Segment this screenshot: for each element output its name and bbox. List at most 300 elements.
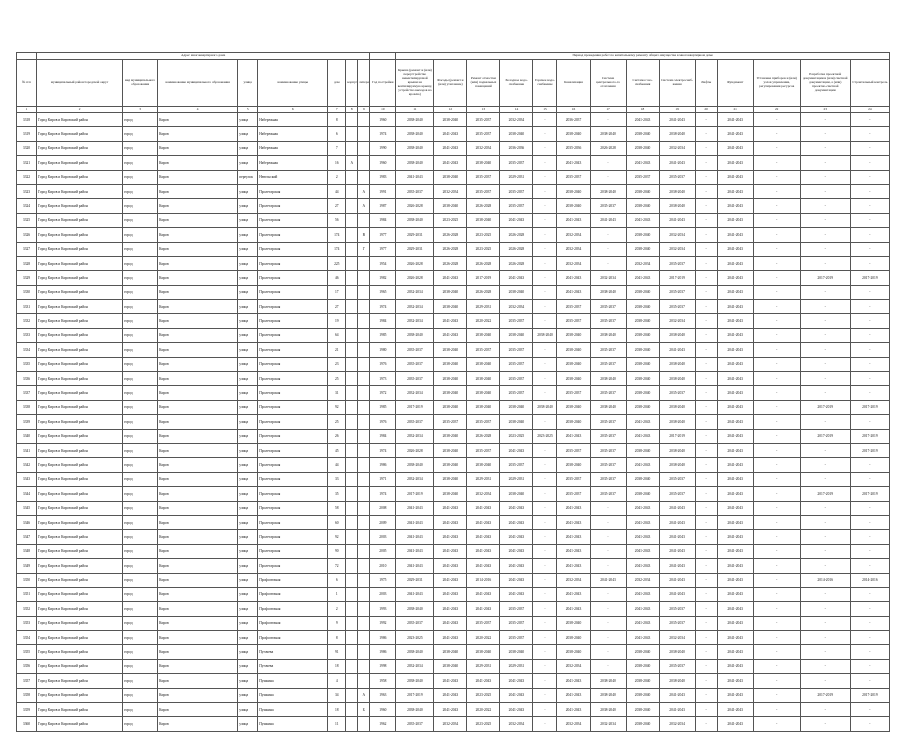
table-cell: 2041-2043 [717,501,753,515]
table-cell: улица [238,415,258,429]
table-cell: 3331 [17,300,37,314]
table-cell: Пролетарская [258,343,328,357]
table-cell: 2041-2043 [717,400,753,414]
table-cell: 3359 [17,703,37,717]
table-cell: город [123,573,158,587]
table-row [17,156,890,170]
table-cell: 2038-2040 [434,386,467,400]
table-cell: - [753,242,800,256]
table-cell: - [753,300,800,314]
table-cell: 2038-2040 [396,458,434,472]
table-cell: 2038-2040 [467,372,500,386]
table-cell: 2038-2040 [396,703,434,717]
table-row [17,415,890,429]
table-cell: Пролетарская [258,357,328,371]
column-index-cell: 23 [800,107,850,113]
table-cell [358,487,370,501]
table-cell: - [590,515,626,529]
table-cell [346,415,358,429]
table-cell: 2038-2040 [659,458,695,472]
table-cell: улица [238,271,258,285]
table-row [17,616,890,630]
table-cell: 35 [328,487,346,501]
table-cell: 1987 [370,199,396,213]
table-cell: 3360 [17,717,37,731]
table-cell: 2023-2025 [467,688,500,702]
table-cell: 2035-2037 [590,386,626,400]
table-cell: - [753,458,800,472]
table-cell [346,113,358,127]
table-cell: 2038-2040 [590,285,626,299]
table-cell [358,300,370,314]
table-cell: 2038-2040 [626,184,659,198]
table-cell: 2041-2043 [467,674,500,688]
table-cell: 2005 [370,544,396,558]
table-cell: Город Киров и Кировский район [37,703,123,717]
table-cell: 2026-2028 [500,242,533,256]
column-header: дом [328,60,346,107]
table-cell: 2041-2043 [717,515,753,529]
table-cell: 2041-2043 [626,213,659,227]
table-cell: 1971 [370,472,396,486]
table-cell: 2029-2031 [396,228,434,242]
table-cell: - [533,343,557,357]
table-cell: 2041-2043 [717,487,753,501]
table-row [17,501,890,515]
table-cell: 2035-2037 [500,156,533,170]
table-cell: 2041-2043 [434,501,467,515]
table-cell: город [123,472,158,486]
table-cell: - [695,645,717,659]
table-cell [346,199,358,213]
table-cell: 2035-2037 [557,443,590,457]
column-index-cell: 3 [123,107,158,113]
table-cell: улица [238,472,258,486]
table-cell: 2038-2040 [626,141,659,155]
table-cell: 3319 [17,127,37,141]
table-cell: 2041-2043 [717,458,753,472]
table-cell: 2041-2043 [717,156,753,170]
table-cell: город [123,400,158,414]
table-cell: Город Киров и Кировский район [37,587,123,601]
table-cell: город [123,357,158,371]
table-cell: Пролетарская [258,501,328,515]
table-cell: 2035-2037 [590,357,626,371]
table-cell: 3354 [17,631,37,645]
table-cell: - [753,717,800,731]
table-cell: 2038-2040 [434,458,467,472]
table-cell: - [753,357,800,371]
column-header: Разработка проектной документации и (или) сметной документации, а (или) проектно-сметной документации [800,60,850,107]
table-row [17,674,890,688]
table-cell: 2035-2037 [467,184,500,198]
table-cell: Невельский [258,170,328,184]
table-row [17,573,890,587]
table-cell: 2032-2034 [396,386,434,400]
table-cell: 2017-2019 [850,429,889,443]
table-cell: 2041-2043 [626,271,659,285]
table-cell: 91 [328,645,346,659]
table-cell: 2023-2025 [396,631,434,645]
table-cell: Пролетарская [258,285,328,299]
table-cell: 2035-2037 [590,443,626,457]
table-cell: 2038-2040 [590,184,626,198]
table-cell: 2035-2037 [500,357,533,371]
table-cell [346,285,358,299]
table-cell: 2035-2037 [590,300,626,314]
table-cell: - [695,213,717,227]
table-cell: 2041-2043 [557,602,590,616]
table-cell: Город Киров и Кировский район [37,472,123,486]
table-cell: 2035-2037 [557,487,590,501]
table-cell: 2035-2037 [590,314,626,328]
table-cell: Киров [158,213,238,227]
table-cell: Город Киров и Кировский район [37,314,123,328]
table-cell: 2041-2043 [659,573,695,587]
table-cell: Город Киров и Кировский район [37,372,123,386]
table-cell: 2038-2040 [557,343,590,357]
table-cell: Киров [158,386,238,400]
table-cell: 2038-2040 [626,487,659,501]
table-cell: 2032-2034 [659,314,695,328]
table-cell: - [850,717,889,731]
table-cell: - [850,372,889,386]
table-cell [358,141,370,155]
table-cell: - [753,228,800,242]
table-cell: 1986 [370,645,396,659]
column-header: муниципальный район/городской округ [37,60,123,107]
table-cell [346,472,358,486]
table-cell [358,400,370,414]
table-cell: 2032-2034 [659,228,695,242]
table-cell: 2035-2037 [590,458,626,472]
table-cell: 2035-2037 [467,443,500,457]
column-header: Система газо-снабжения [626,60,659,107]
table-cell: - [590,256,626,270]
table-cell: - [850,256,889,270]
table-cell: 2029-2031 [396,573,434,587]
table-cell: город [123,372,158,386]
table-cell: - [753,314,800,328]
table-cell: - [533,515,557,529]
table-cell: 2041-2043 [434,587,467,601]
table-cell: - [533,616,557,630]
table-cell [346,544,358,558]
table-cell: - [850,300,889,314]
table-cell: город [123,184,158,198]
table-cell: 2035-2037 [500,386,533,400]
table-cell: 3320 [17,141,37,155]
table-cell: 2032-2034 [396,659,434,673]
table-cell: 3337 [17,386,37,400]
table-row [17,559,890,573]
table-cell: город [123,688,158,702]
table-cell: 2035-2037 [500,372,533,386]
table-cell: 2041-2043 [396,530,434,544]
table-cell: 1977 [370,242,396,256]
table-cell [358,515,370,529]
table-cell: 2038-2040 [626,386,659,400]
table-cell: город [123,271,158,285]
table-cell: улица [238,659,258,673]
table-cell: - [800,156,850,170]
table-cell: 2 [328,602,346,616]
table-cell: - [850,631,889,645]
table-cell: улица [238,616,258,630]
table-cell: 2041-2043 [396,170,434,184]
table-cell: - [753,328,800,342]
table-cell: 2041-2043 [717,602,753,616]
table-cell: - [800,213,850,227]
table-cell: - [850,415,889,429]
table-cell: 2041-2043 [717,703,753,717]
table-cell: Пролетарская [258,242,328,256]
table-cell: - [850,602,889,616]
table-cell: - [695,703,717,717]
table-cell: Город Киров и Кировский район [37,328,123,342]
table-cell: 2032-2034 [396,300,434,314]
table-cell: 2032-2034 [396,429,434,443]
table-cell: 2023-2025 [467,242,500,256]
table-cell: - [850,659,889,673]
table-cell: Пролетарская [258,386,328,400]
table-cell: - [850,587,889,601]
table-cell: улица [238,328,258,342]
table-cell: улица [238,573,258,587]
table-cell: - [850,328,889,342]
table-row [17,429,890,443]
table-cell: Пролетарская [258,458,328,472]
table-cell: 2035-2037 [396,616,434,630]
table-cell: 3344 [17,487,37,501]
table-cell: 2041-2043 [500,443,533,457]
table-cell: город [123,386,158,400]
table-cell: город [123,228,158,242]
table-cell: - [753,415,800,429]
table-cell [346,328,358,342]
table-cell: - [753,256,800,270]
table-cell: - [533,688,557,702]
table-cell: 2041-2043 [396,559,434,573]
table-cell [346,386,358,400]
table-cell: Город Киров и Кировский район [37,530,123,544]
table-cell: - [695,141,717,155]
table-cell: 2035-2037 [396,357,434,371]
table-cell: 2041-2043 [659,113,695,127]
table-cell: 3325 [17,213,37,227]
table-cell: - [695,659,717,673]
table-cell: улица [238,501,258,515]
table-cell: Киров [158,184,238,198]
table-cell: 2038-2040 [467,213,500,227]
table-cell: 1986 [370,458,396,472]
column-index-cell: 14 [500,107,533,113]
table-cell: 2029-2031 [500,170,533,184]
table-cell: 2041-2043 [717,616,753,630]
table-cell: - [590,544,626,558]
column-header: № п/п [17,60,37,107]
table-cell: 1960 [370,113,396,127]
table-cell: - [695,602,717,616]
table-cell: - [753,472,800,486]
table-cell: город [123,530,158,544]
table-cell: - [590,616,626,630]
table-cell: Набережная [258,156,328,170]
table-cell: 1962 [370,717,396,731]
table-cell: - [850,703,889,717]
table-cell: 3327 [17,242,37,256]
column-index-cell: 17 [590,107,626,113]
table-cell: Профсоюзная [258,602,328,616]
table-cell: 3357 [17,674,37,688]
table-cell: 1974 [370,487,396,501]
table-cell: 25 [328,372,346,386]
table-cell: - [695,156,717,170]
table-cell [358,501,370,515]
table-cell: - [533,372,557,386]
table-cell [358,587,370,601]
table-row [17,472,890,486]
table-cell: 3347 [17,530,37,544]
table-cell: Киров [158,429,238,443]
table-row [17,688,890,702]
table-cell: 2032-2034 [626,573,659,587]
table-cell [358,443,370,457]
table-cell: - [695,487,717,501]
table-cell: 2038-2040 [434,300,467,314]
table-cell: - [850,156,889,170]
table-cell: 2041-2043 [717,530,753,544]
table-cell: улица [238,400,258,414]
table-cell: Киров [158,602,238,616]
table-cell: Профсоюзная [258,573,328,587]
table-cell [358,530,370,544]
table-cell: Город Киров и Кировский район [37,501,123,515]
table-cell: - [533,587,557,601]
table-cell: 44 [328,184,346,198]
table-cell: 2023-2025 [434,213,467,227]
table-cell: 2038-2040 [434,357,467,371]
table-cell: - [753,213,800,227]
table-cell: 2032-2034 [500,113,533,127]
table-cell: - [533,602,557,616]
table-cell: 2041-2043 [557,501,590,515]
table-cell: 2003 [370,530,396,544]
table-cell: - [533,573,557,587]
table-cell [358,271,370,285]
table-cell: Киров [158,544,238,558]
table-cell: 2035-2037 [659,386,695,400]
table-cell: - [850,501,889,515]
table-cell: 2041-2043 [659,156,695,170]
table-cell [358,170,370,184]
column-index-cell: 18 [626,107,659,113]
table-cell: 2038-2040 [626,645,659,659]
table-cell: Пролетарская [258,328,328,342]
table-cell: 1984 [370,429,396,443]
table-cell: 2041-2043 [396,544,434,558]
table-cell: Город Киров и Кировский район [37,573,123,587]
table-cell: Киров [158,328,238,342]
table-cell: 2038-2040 [590,328,626,342]
table-cell: - [695,631,717,645]
table-cell [358,372,370,386]
table-cell: 2041-2043 [467,501,500,515]
table-cell: - [533,703,557,717]
table-cell: 2038-2040 [590,703,626,717]
table-cell: - [800,674,850,688]
table-cell: 16 [328,156,346,170]
table-cell: - [695,386,717,400]
table-cell [346,400,358,414]
table-cell [358,458,370,472]
table-cell: Пролетарская [258,487,328,501]
table-cell: 2038-2040 [396,141,434,155]
table-cell: 1984 [370,213,396,227]
table-cell: 2041-2043 [717,631,753,645]
table-cell [346,458,358,472]
table-cell: 2038-2040 [396,674,434,688]
table-cell: 2041-2043 [626,544,659,558]
table-cell [346,170,358,184]
table-cell [358,429,370,443]
table-cell: 2035-2037 [659,285,695,299]
table-cell: 2041-2043 [557,587,590,601]
table-cell: 2038-2040 [500,487,533,501]
table-row [17,314,890,328]
table-cell: - [800,300,850,314]
table-cell: - [695,170,717,184]
table-cell: Город Киров и Кировский район [37,429,123,443]
column-header: Ремонт отмостки (или) подвальных помещений [467,60,500,107]
table-row [17,113,890,127]
table-cell: Пушкина [258,717,328,731]
table-cell: 2020-2022 [467,314,500,328]
table-cell: - [800,616,850,630]
table-cell: 2038-2040 [590,372,626,386]
table-cell: 2038-2040 [396,156,434,170]
table-cell: улица [238,285,258,299]
table-cell: Пролетарская [258,199,328,213]
table-cell: Город Киров и Кировский район [37,515,123,529]
table-row [17,213,890,227]
table-cell: - [753,156,800,170]
table-cell: - [590,501,626,515]
table-cell: 2032-2034 [467,141,500,155]
table-cell: - [533,113,557,127]
table-cell: - [533,659,557,673]
table-cell: 2041-2043 [557,544,590,558]
table-cell: 2038-2040 [434,113,467,127]
table-cell: 2041-2043 [717,472,753,486]
table-cell: 2035-2037 [396,343,434,357]
column-index-cell: 2 [37,107,123,113]
table-cell: 56 [328,213,346,227]
column-header: Фасады (ремонт и (или) утепление) [434,60,467,107]
table-cell: 2038-2040 [626,314,659,328]
table-cell: 2038-2040 [434,400,467,414]
table-cell: город [123,242,158,256]
table-cell: 2032-2034 [626,256,659,270]
table-cell: - [850,458,889,472]
table-cell: - [753,199,800,213]
table-cell: 2038-2040 [533,400,557,414]
table-cell: 2035-2037 [557,314,590,328]
table-cell: - [753,429,800,443]
table-cell: 2035-2037 [659,170,695,184]
table-cell: 1975 [370,573,396,587]
table-row [17,631,890,645]
